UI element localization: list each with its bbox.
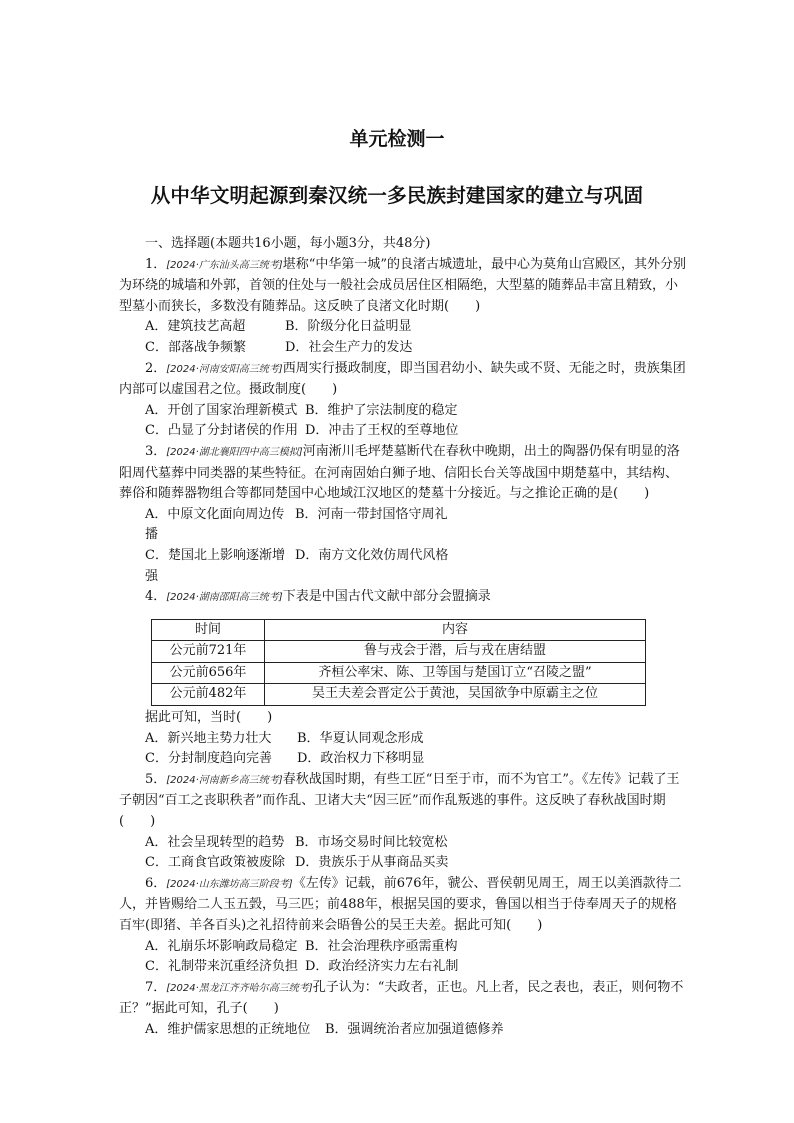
question-4-followup: 据此可知，当时( ) [145,710,273,726]
option-a: A．维护儒家思想的正统地位 [145,1021,311,1037]
question-source: [2024·山东潍坊高三阶段考] [166,878,293,890]
option-row [119,729,687,750]
question-1: 1．[2024·广东汕头高三统考]堪称“中华第一城”的良渚古城遗址，最中心为莫角山宫殿区，其外分别为环绕的城墙和外郭，首领的住处与一般社会成员居住区相隔绝，大型墓的随葬品丰富且精致，小型墓小而狭长，多数没有随葬品。这反映了良渚文化时期( ) [119,256,687,314]
option-b: B．强调统治者应加强道德修养 [325,1021,504,1037]
option-b: B．市场交易时间比较宽松 [295,834,448,850]
question-source: [2024·广东汕头高三统考] [166,259,283,271]
unit-title: 单元检测一 [349,128,445,150]
option-b: B．阶级分化日益明显 [285,319,412,335]
question-7: 7．[2024·黑龙江齐齐哈尔高三统考]孔子认为：“夫政者，正也。凡上者，民之表也，表正，则何物不正？”据此可知，孔子( ) [119,979,684,1017]
table-cell-time: 公元前482年 [152,684,265,706]
option-d: D．贵族乐于从事商品买卖 [295,855,449,871]
option-row [119,338,687,359]
option-row [119,317,687,338]
question-source: [2024·湖南邵阳高三统考] [166,592,283,604]
question-stem: 孔子认为：“夫政者，正也。凡上者，民之表也，表正，则何物不正？”据此可知，孔子( ) [119,979,684,1017]
question-4: 4．[2024·湖南邵阳高三统考]下表是中国古代文献中部分会盟摘录 [145,589,491,605]
table-cell-content: 鲁与戎会于潜，后与戎在唐结盟 [265,641,646,663]
option-c: C．工商食官政策被废除 [145,855,285,871]
table-row [152,684,646,706]
option-row [119,401,687,422]
column-header-content: 内容 [265,619,646,641]
option-c: C．凸显了分封诸侯的作用 [145,423,298,439]
option-row [119,853,687,874]
section-heading: 一、选择题(本题共16小题，每小题3分，共48分) [145,236,431,251]
table-cell-time: 公元前721年 [152,641,265,663]
option-row [119,1020,687,1041]
option-d: D．政治经济实力左右礼制 [305,959,459,975]
question-stem: 《左传》记载，前676年，虢公、晋侯朝见周王，周王以美酒款待二人，并皆赐给二人玉五瑴，马三匹；前488年，根据吴国的要求，鲁国以相当于侍奉周天子的规格百牢(即猪、羊各百头)之礼招待前来会晤鲁公的吴王夫差。据此可知( ) [119,875,682,933]
table-row [152,662,646,684]
option-row [119,957,687,978]
option-a: A．礼崩乐坏影响政局稳定 [145,938,298,954]
question-3: 3．[2024·湖北襄阳四中高三模拟]河南淅川毛坪楚墓断代在春秋中晚期，出土的陶器仍保有明显的洛阳周代墓葬中同类器的某些特征。在河南固始白狮子地、信阳长台关等战国中期楚墓中，其结构、葬俗和随葬器物组合等都同楚国中心地域江汉地区的楚墓十分接近。与之推论正确的是( ) [119,443,680,502]
option-d: D．南方文化效仿周代风格 [295,547,449,563]
option-row [119,505,687,546]
option-c: C．礼制带来沉重经济负担 [145,959,298,975]
option-row [119,833,687,854]
option-a: A．新兴地主势力壮大 [145,730,272,746]
question-6: 6．[2024·山东潍坊高三阶段考]《左传》记载，前676年，虢公、晋侯朝见周王，周王以美酒款待二人，并皆赐给二人玉五瑴，马三匹；前488年，根据吴国的要求，鲁国以相当于侍奉周天子的规格百牢(即猪、羊各百头)之礼招待前来会晤鲁公的吴王夫差。据此可知( ) [119,875,682,933]
option-c: C．分封制度趋向完善 [145,751,272,767]
question-source: [2024·黑龙江齐齐哈尔高三统考] [166,982,313,994]
option-row [119,749,687,770]
option-c: C．部落战争频繁 [145,339,246,355]
option-d: D．冲击了王权的至尊地位 [305,423,459,439]
table-cell-content: 齐桓公率宋、陈、卫等国与楚国订立“召陵之盟” [265,662,646,684]
option-d: D．政治权力下移明显 [297,751,425,767]
alliance-table [151,619,646,706]
question-stem: 春秋战国时期，有些工匠“日至于市，而不为官工”。《左传》记载了王子朝因“百工之丧职秩者”而作乱、卫诸大夫“因三匠”而作乱叛逃的事件。这反映了春秋战国时期( ) [119,771,680,830]
question-source: [2024·湖北襄阳四中高三模拟] [166,446,303,458]
option-row [119,421,687,442]
option-b: B．社会治理秩序亟需重构 [305,938,458,954]
table-cell-time: 公元前656年 [152,662,265,684]
table-row [152,641,646,663]
option-a: A．中原文化面向周边传播 [145,506,285,543]
question-stem: 堪称“中华第一城”的良渚古城遗址，最中心为莫角山宫殿区，其外分别为环绕的城墙和外郭，首领的住处与一般社会成员居住区相隔绝，大型墓的随葬品丰富且精致，小型墓小而狭长，多数没有随葬品。这反映了良渚文化时期( ) [119,256,687,314]
option-row [119,546,687,587]
option-row [119,937,687,958]
option-b: B．华夏认同观念形成 [297,730,424,746]
question-content [119,234,687,1041]
question-5: 5．[2024·河南新乡高三统考]春秋战国时期，有些工匠“日至于市，而不为官工”。《左传》记载了王子朝因“百工之丧职秩者”而作乱、卫诸大夫“因三匠”而作乱叛逃的事件。这反映了春秋战国时期( ) [119,771,680,830]
question-2: 2．[2024·河南安阳高三统考]西周实行摄政制度，即当国君幼小、缺失或不贤、无能之时，贵族集团内部可以虚国君之位。摄政制度( ) [119,360,686,398]
question-source: [2024·河南新乡高三统考] [166,774,283,786]
option-a: A．社会呈现转型的趋势 [145,834,285,850]
option-a: A．开创了国家治理新模式 [145,402,298,418]
table-header-row [152,619,646,641]
column-header-time: 时间 [152,619,265,641]
question-source: [2024·河南安阳高三统考] [166,363,283,375]
question-stem: 河南淅川毛坪楚墓断代在春秋中晚期，出土的陶器仍保有明显的洛阳周代墓葬中同类器的某些特征。在河南固始白狮子地、信阳长台关等战国中期楚墓中，其结构、葬俗和随葬器物组合等都同楚国中心地域江汉地区的楚墓十分接近。与之推论正确的是( ) [119,443,680,502]
unit-subtitle: 从中华文明起源到秦汉统一多民族封建国家的建立与巩固 [150,184,644,207]
option-d: D．社会生产力的发达 [285,339,413,355]
table-cell-content: 吴王夫差会晋定公于黄池，吴国欲争中原霸主之位 [265,684,646,706]
option-c: C．楚国北上影响逐渐增强 [145,547,285,584]
option-a: A．建筑技艺高超 [145,319,246,335]
question-stem: 西周实行摄政制度，即当国君幼小、缺失或不贤、无能之时，贵族集团内部可以虚国君之位。摄政制度( ) [119,360,686,398]
question-stem: 下表是中国古代文献中部分会盟摘录 [282,589,491,605]
option-b: B．河南一带封国恪守周礼 [295,506,448,522]
option-b: B．维护了宗法制度的稳定 [305,402,458,418]
